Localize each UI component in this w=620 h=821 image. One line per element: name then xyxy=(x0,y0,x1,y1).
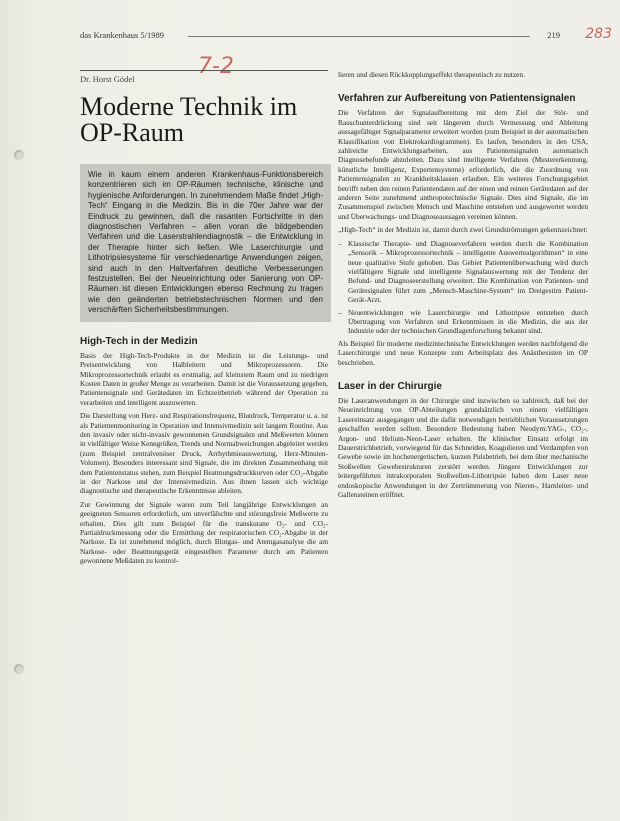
list-item-text: Klassische Therapie- und Diagnoseverfahren werden durch die Kombination „Sensorik – Mikroprozessortechnik – intelligente Auswertealgorithmen“ in eine neue qualitative Stufe gehoben. Das Gebiet Patientenüberwachung wird durch vielfältigere Signale und intelligente Signalauswertung mit der Tendenz der Befund- und Diagnoseerstellung erweitert. Die Kombination von Patienten- und Gerätesignalen führt zum „Mensch-Maschine-System“ im Dreigestirn Patient-Gerät-Arzt. xyxy=(348,238,588,305)
author-byline: Dr. Horst Gödel xyxy=(80,70,328,84)
article-title xyxy=(80,94,328,146)
right-column xyxy=(338,70,588,503)
body-paragraph: Die Verfahren der Signalaufbereitung mit dem Ziel der Stör- und Rauschunterdrückung sind seit längerem durch Vermessung und Ableitung aussagefähiger Signalparameter erweitert worden (zum Beispiel in der automatischen Klassifikation von Elektrokardiogrammen). Es laufen, besonders in den USA, zahlreiche Entwicklungsarbeiten, aus Patientensignalen automatisch Diagnosebefunde abzuleiten. Dazu sind intelligente Verfahren (Mustererkennung, künstliche Intelligenz, Expertensysteme) erforderlich, die die Zuordnung von Patientensignalen zu Krankheitsklassen erlauben. Ein weiteres Forschungsgebiet betrifft neben den reinen Patientendaten auf der einen und reinen Gerätedaten auf der anderen Seite zunehmend anthropotechnische Signale. Dies sind Signale, die im Zusammenspiel zwischen Mensch und Maschine entstehen und ausgewertet werden und Überwachungs- und Diagnoseaussagen vereinen können. xyxy=(338,108,588,221)
body-paragraph: Basis der High-Tech-Produkte in der Medizin ist die Leistungs- und Preisentwicklung von Halbleitern und Mikroprozessoren. Die Mikroprozessortechnik erlaubt es erstmalig, auf kleinstem Raum und zu niedrigen Kosten Daten in großer Menge zu verarbeiten. Damit ist die Voraussetzung gegeben, Patientensignale und Gerätedaten im Echtzeitbetrieb während der Operation zu verarbeiten und intelligent auszuwerten. xyxy=(80,350,328,407)
section-heading: Verfahren zur Aufbereitung von Patientensignalen xyxy=(338,93,576,105)
page-number: 219 xyxy=(547,30,560,40)
body-paragraph: Zur Gewinnung der Signale waren zum Teil langjährige Entwicklungen an geeigneten Sensoren erforderlich, um unverfälschte und störungsfreie Meßwerte zu erhalten. Dies gilt zum Beispiel für die transkutane O₂- und CO₂-Partialdruckmessung oder die Ermittlung der respiratorischen CO₂-Abgabe in der Narkose. Es ist zunehmend möglich, durch Blutgas- und Atemgasanalyse die am Narkose- oder Beatmungsgerät eingestellten Parameter durch am Patienten gewonnene Meßdaten zu kontrol- xyxy=(80,499,328,566)
body-paragraph: lieren und diesen Rückkopplungseffekt therapeutisch zu nutzen. xyxy=(338,70,525,79)
body-paragraph: Die Darstellung von Herz- und Respirationsfrequenz, Blutdruck, Temperatur u. a. ist als Patientenmonitoring in Operation und Intensivmedizin seit langem Routine. Aus den invasiv oder nicht-invasiv gewonnenen Grundsignalen und Meßwerten können in vielfältiger Weise Kenngrößen, Trends und Normabweichungen abgeleitet werden (zum Beispiel zentralvenöser Druck, Arrhythmieauswertung, Herz-Minuten-Volumen). Besonders interessant sind Signale, die im direkten Zusammenhang mit dem Patientenstatus stehen, zum Beispiel Beatmungsdruckkurven oder CO₂-Abgabe in der Narkose und der Intensivmedizin. Aus ihnen lassen sich wichtige diagnostische und therapeutische Erkenntnisse ableiten. xyxy=(80,411,328,496)
punch-hole xyxy=(14,664,24,674)
list-item xyxy=(338,308,588,336)
list-item xyxy=(338,239,588,305)
title-line-2: OP-Raum xyxy=(80,118,184,147)
title-line-1: Moderne Technik im xyxy=(80,92,298,121)
list-item-text: Neuentwicklungen wie Laserchirurgie und Lithotripsie entstehen durch Übertragung von Verfahren und Erkenntnissen in die Medizin, die aus der Industrie oder der technischen Grundlagenforschung bekannt sind. xyxy=(348,307,588,336)
left-column xyxy=(80,70,328,570)
body-paragraph: Die Laseranwendungen in der Chirurgie sind inzwischen so zahlreich, daß bei der Neueinrichtung von OP-Abteilungen grundsätzlich von einem vielfältigen Lasereinsatz ausgegangen und die dafür notwendigen betrieblichen Voraussetzungen geschaffen werden sollten. Besondere Bedeutung haben Neodym:YAG-, CO₂-, Argon- und Helium-Neon-Laser erhalten. Ihr klinischer Einsatz erfolgt im Dauerstrichbetrieb, vorwiegend für das Schneiden, Koagulieren und Verdampfen von Gewebe sowie im hochenergetischen, kurzen Pulsbetrieb, bei dem über mechanische Stoßwellen Gewebestrukturen zerstört werden. Jüngere Entwicklungen zur leitergeführten intrakorporalen Stoßwellen-Lithotripsie haben dem Laser neue endoskopische Anwendungen in der Zertrümmerung von Nieren-, Harnleiter- und Gallensteinen eröffnet. xyxy=(338,395,588,500)
handwritten-note: 7-2 xyxy=(198,54,234,79)
body-paragraph: Als Beispiel für moderne medizintechnische Entwicklungen werden nachfolgend die Laserchirurgie und neue Konzepte zum Arbeitsplatz des Anästhesisten im OP beschrieben. xyxy=(338,338,588,367)
section-heading: High-Tech in der Medizin xyxy=(80,335,198,347)
section-heading: Laser in der Chirurgie xyxy=(338,380,442,392)
handwritten-page-number: 283 xyxy=(585,26,612,42)
journal-name: das Krankenhaus 5/1989 xyxy=(80,30,165,40)
body-paragraph: „High-Tech“ in der Medizin ist, damit durch zwei Grundströmungen gekennzeichnet: xyxy=(338,225,588,235)
bullet-dash: – xyxy=(338,238,342,248)
bullet-dash: – xyxy=(338,307,342,317)
abstract-box: Wie in kaum einem anderen Krankenhaus-Funktionsbereich konzentrieren sich im OP-Räumen technische, klinische und hygienische Anforderungen. In zunehmendem Maße findet „High-Tech“ Eingang in die Medizin. Bis in die 70er Jahre war der Eindruck zu gewinnen, daß die rasanten Fortschritte in den diagnostischen Verfahren – allen voran die bildgebenden Verfahren und die Laserstrahlendiagnostik – die Entwicklung in der Therapie hinter sich ließen. Wie Laserchirurgie und Lithotripsiesysteme für verschiedenartige Anwendungen zeigen, sind auch in den Haltverfahren deutliche Verbesserungen festzustellen. Bei der Neueinrichtung oder Sanierung von OP-Räumen ist diesen Entwicklungen ebenso Rechnung zu tragen wie den geänderten betriebstechnischen Normen und den verschärften Sicherheitsbestimmungen. xyxy=(80,164,331,322)
running-header xyxy=(80,30,590,44)
header-rule xyxy=(188,36,530,37)
punch-hole xyxy=(14,150,24,160)
